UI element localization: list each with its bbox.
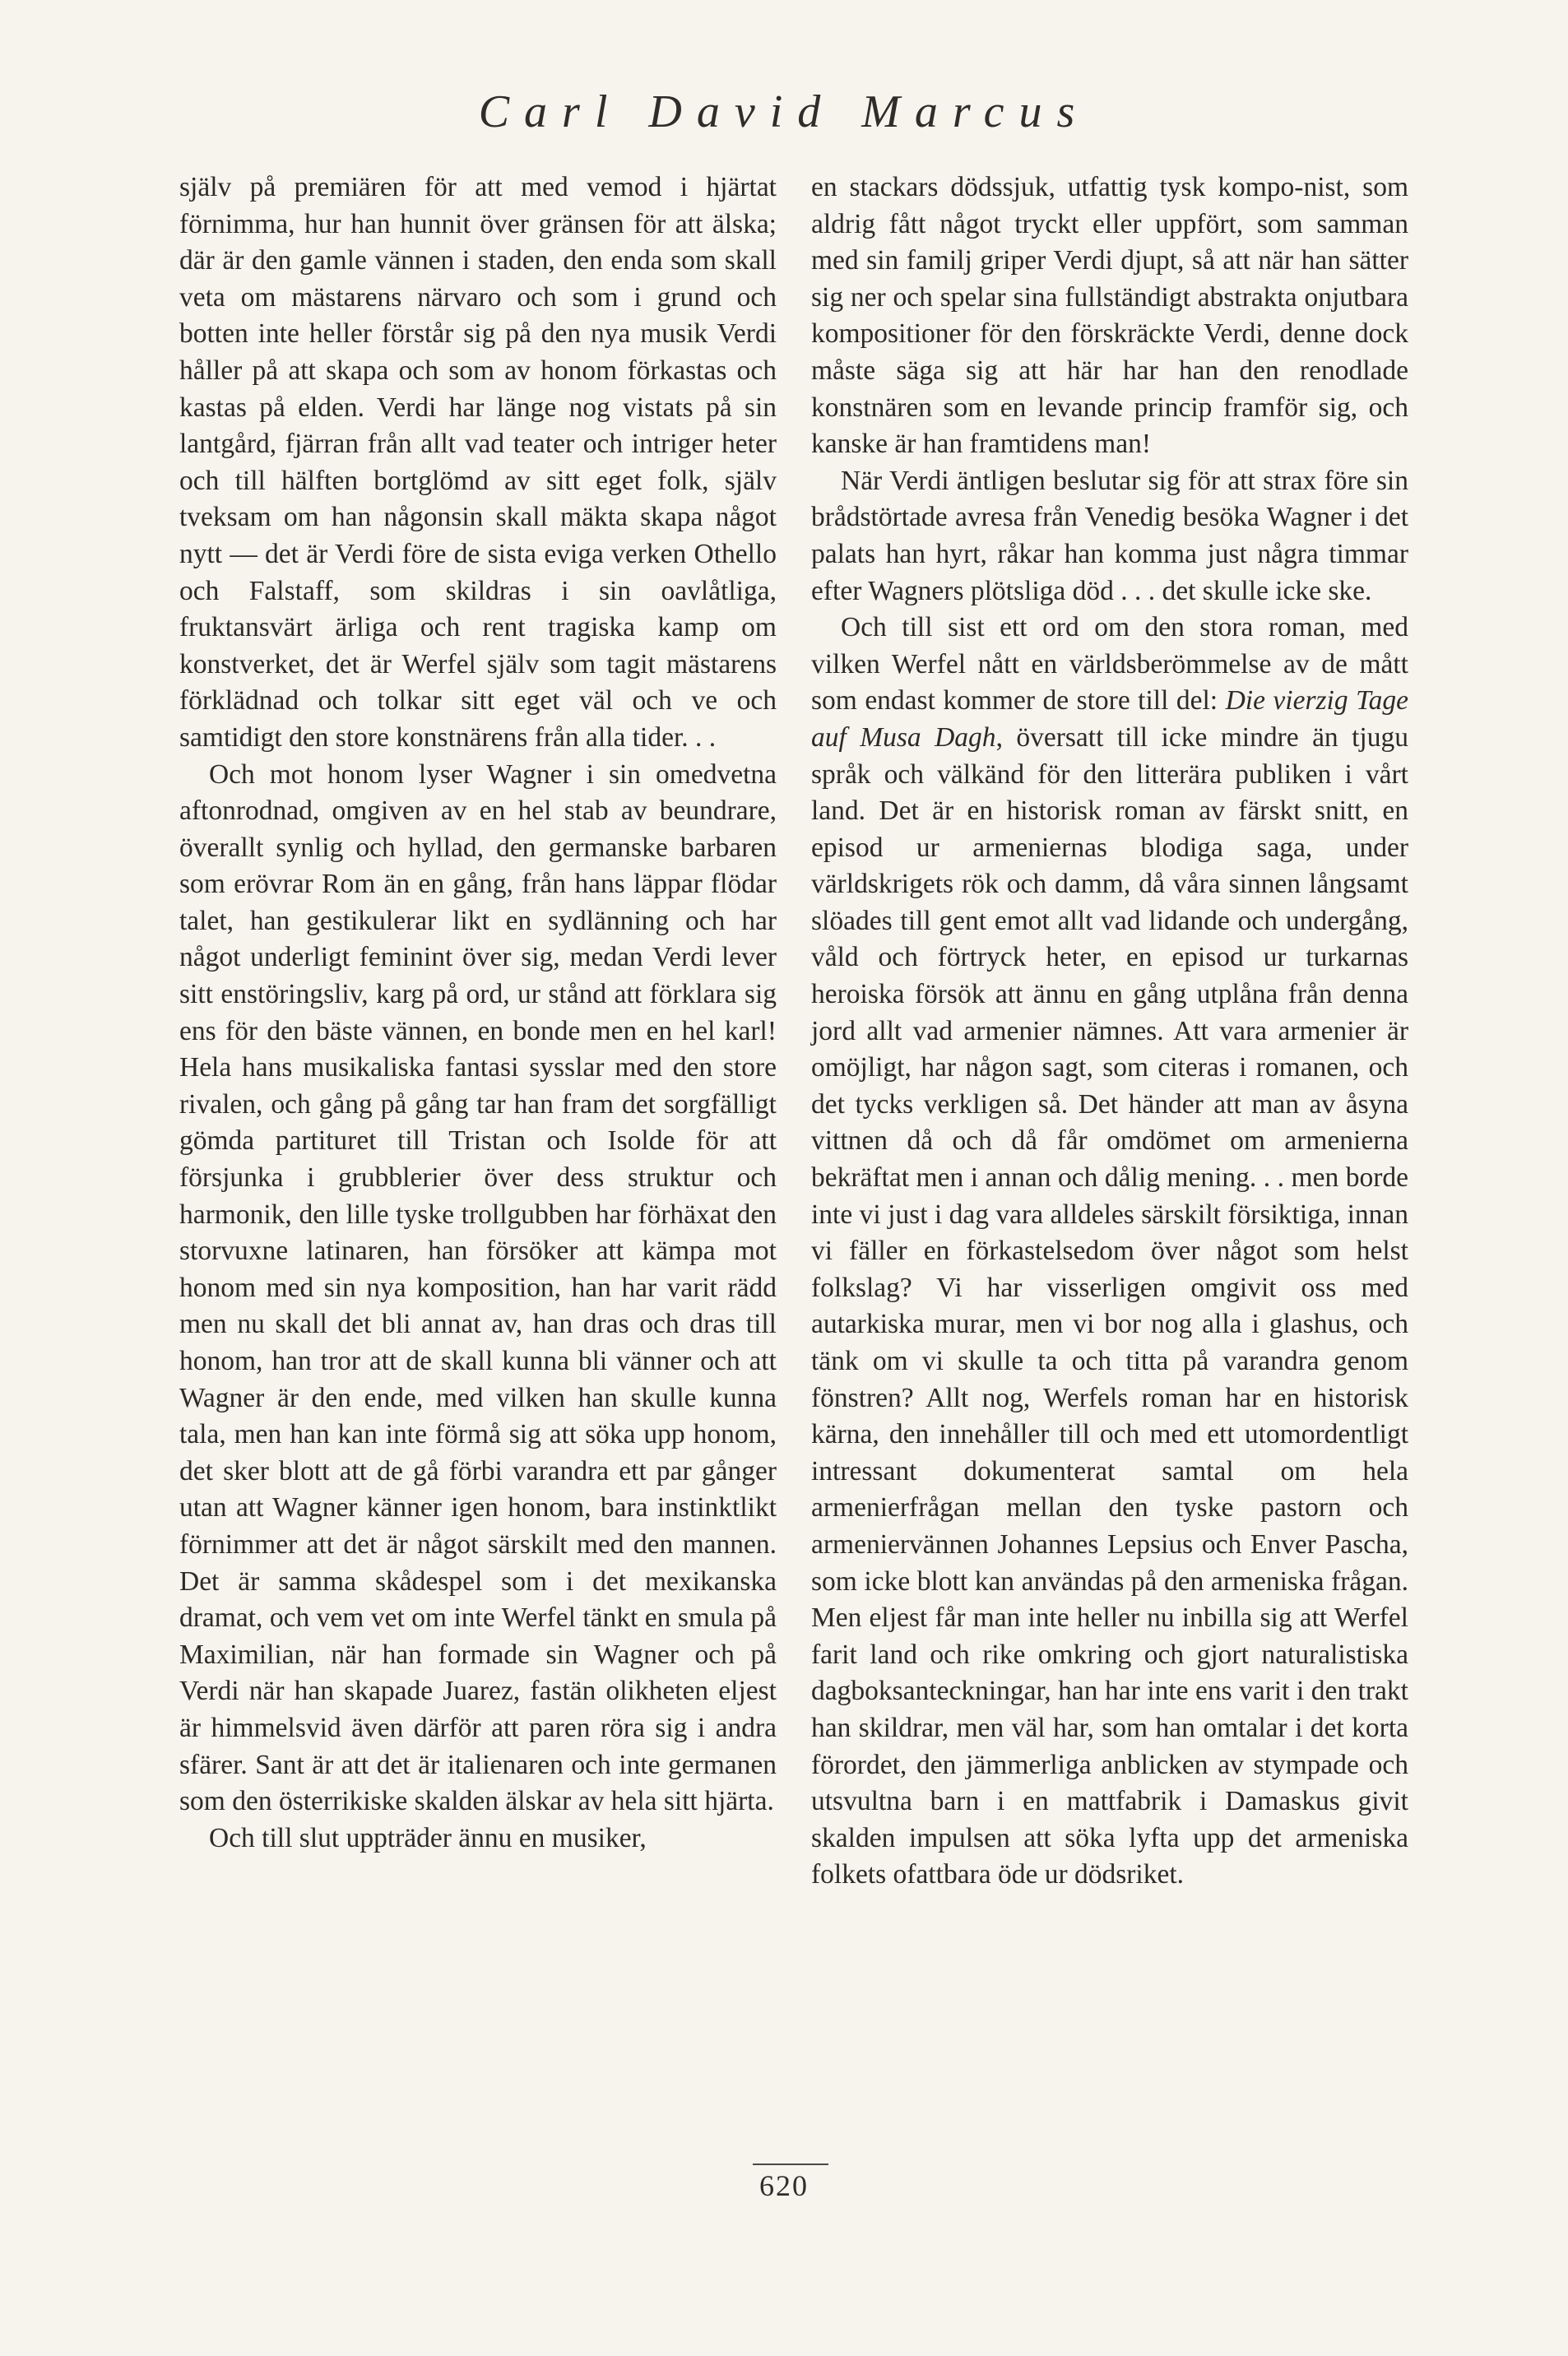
running-head-author: Carl David Marcus [478,86,1090,137]
paragraph-poor-composer: en stackars dödssjuk, utfattig tysk kompo-nist, som aldrig fått något tryckt eller uppfört, som samman med sin familj griper Verdi djupt, så att när han sätter sig ner och spelar sina fullständigt abstrakta onjutbara kompositioner för den förskräckte Verdi, denne dock måste säga sig att här har han den renodlade konstnären som en levande princip framför sig, och kanske är han framtidens man! [811,172,1408,460]
left-column [179,169,777,1857]
page-number: 620 [759,2169,809,2202]
paragraph-musa-dagh-intro: Och till sist ett ord om den stora roman, med vilken Werfel nått en världsberömmelse av de mått som endast kommer de store till del: [811,612,1408,717]
right-column [811,169,1408,1894]
paragraph-wagner: Och mot honom lyser Wagner i sin omedvetna aftonrodnad, omgiven av en hel stab av beundrare, överallt synlig och hyllad, den germanske barbaren som erövrar Rom än en gång, från hans läppar flödar talet, han gestikulerar likt en sydlänning och har något underligt feminint över sig, medan Verdi lever sitt enstöringsliv, karg på ord, ur stånd att förklara sig ens för den bäste vännen, en bonde men en hel karl! Hela hans musikaliska fantasi sysslar med den store rivalen, och gång på gång tar han fram det sorgfälligt gömda partituret till Tristan och Isolde för att försjunka i grubblerier över dess struktur och harmonik, den lille tyske trollgubben har förhäxat den storvuxne latinaren, han försöker att kämpa mot honom med sin nya komposition, han har varit rädd men nu skall det bli annat av, han dras och dras till honom, han tror att de skall kunna bli vänner och att Wagner är den ende, med vilken han skulle kunna tala, men han kan inte förmå sig att söka upp honom, det sker blott att de gå förbi varandra ett par gånger utan att Wagner känner igen honom, bara instinktlikt förnimmer att det är något särskilt med den mannen. Det är samma skådespel som i det mexikanska dramat, och vem vet om inte Werfel tänkt en smula på Maximilian, när han formade sin Wagner och på Verdi när han skapade Juarez, fastän olikheten eljest är himmelsvid även därför att paren röra sig i andra sfärer. Sant är att det är italienaren och inte germanen som den österrikiske skalden älskar av hela sitt hjärta. [179,758,777,1817]
paragraph-musa-dagh-body: , översatt till icke mindre än tjugu språk och välkänd för den litterära publiken i vårt land. Det är en historisk roman av färskt snitt, en episod ur armeniernas blodiga saga, under världskrigets rök och damm, då våra sinnen långsamt slöades till gent emot allt vad lidande och undergång, våld och förtryck heter, en episod ur turkarnas heroiska försök att ännu en gång utplåna från denna jord allt vad armenier nämnes. Att vara armenier är omöjligt, har någon sagt, som citeras i romanen, och det tycks verkligen så. Det händer att man av åsyna vittnen då och då får omdömet om armenierna bekräftat men i annan och dålig mening. . . men borde inte vi just i dag vara alldeles särskilt försiktiga, innan vi fäller en förkastelsedom över något som helst folkslag? Vi har visserligen omgivit oss med autarkiska murar, men vi bor nog alla i glashus, och tänk om vi skulle ta och titta på varandra genom fönstren? Allt nog, Werfels roman har en historisk kärna, den innehåller till och med ett utomordentligt intressant dokumenterat samtal om hela armenierfrågan mellan den tyske pastorn och armeniervännen Johannes Lepsius och Enver Pascha, som icke blott kan användas på den armeniska frågan. Men eljest får man inte heller nu inbilla sig att Werfel farit land och rike omkring och gjort naturalistiska dagboksanteckningar, han har inte ens varit i den trakt han skildrar, men väl har, som han omtalar i det korta förordet, den jämmerliga anblicken av stympade och utsvultna barn i en mattfabrik i Damaskus givit skalden impulsen att söka lyfta upp det armeniska folkets ofattbara öde ur dödsriket. [811,721,1408,1890]
paragraph-musa-dagh [811,610,1408,1894]
paragraph-musician-intro: Och till slut uppträder ännu en musiker, [209,1822,647,1853]
folio-rule [753,2164,828,2165]
book-title-musa-dagh: Die vierzig Tage auf Musa Dagh [811,685,1408,753]
paragraph-verdi-visit: När Verdi äntligen beslutar sig för att strax före sin brådstörtade avresa från Venedig besöka Wagner i det palats han hyrt, råkar han komma just några timmar efter Wagners plötsliga död . . . det skulle icke ske. [811,465,1408,606]
paragraph-verdi-premiere: själv på premiären för att med vemod i hjärtat förnimma, hur han hunnit över gränsen för att älska; där är den gamle vännen i staden, den enda som skall veta om mästarens närvaro och som i grund och botten inte heller förstår sig på den nya musik Verdi håller på att skapa och som av honom förkastas och kastas på elden. Verdi har länge nog vistats på sin lantgård, fjärran från allt vad teater och intriger heter och till hälften bortglömd av sitt eget folk, själv tveksam om han någonsin skall mäkta skapa något nytt — det är Verdi före de sista eviga verken Othello och Falstaff, som skildras i sin oavlåtliga, fruktansvärt ärliga och rent tragiska kamp om konstverket, det är Werfel själv som tagit mästarens förklädnad och tolkar sitt eget väl och ve och samtidigt den store konstnärens från alla tider. . . [179,172,777,753]
